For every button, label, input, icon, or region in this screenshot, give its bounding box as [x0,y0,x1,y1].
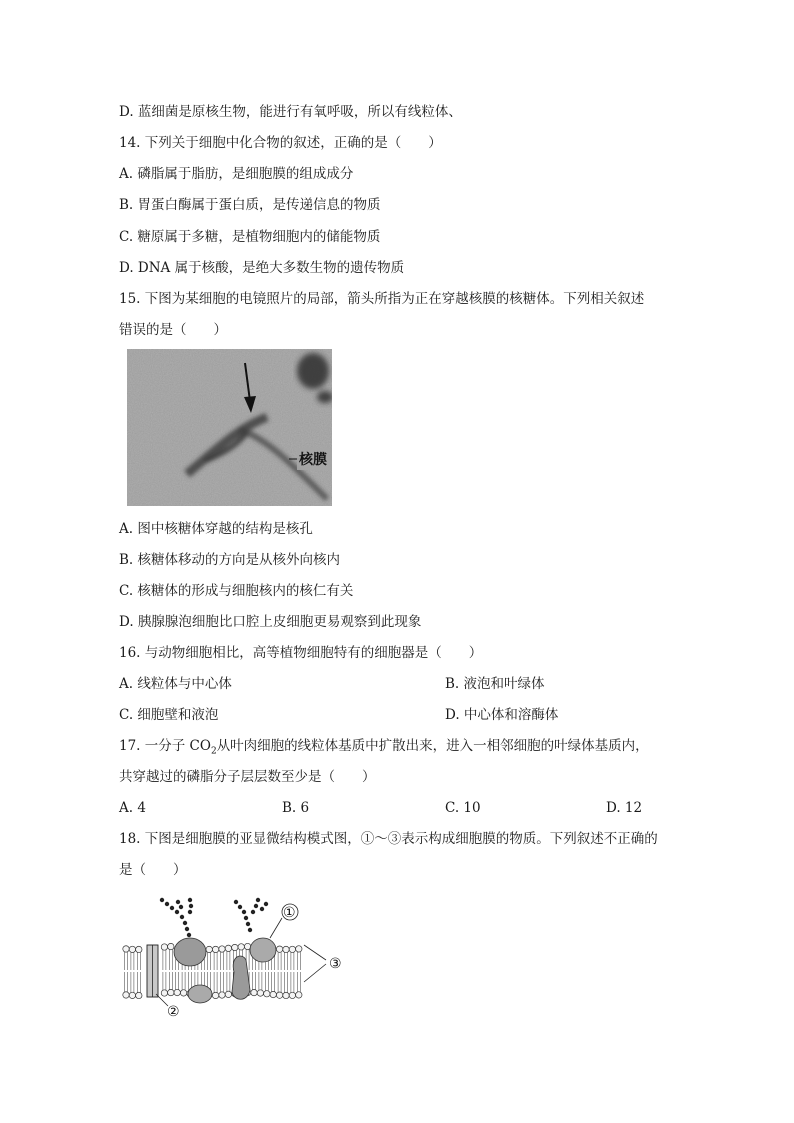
q17-option-d: D. 12 [606,800,643,816]
lipid-head [276,946,282,952]
membrane-protein [174,938,206,966]
lipid-head [232,944,238,950]
cell-membrane-diagram [118,890,358,1020]
lipid-head [136,992,142,998]
q16-option-d: D. 中心体和溶酶体 [445,707,559,723]
glycolipid-chain [234,898,268,932]
q17-option-c: C. 10 [445,800,481,816]
lipid-head [257,990,263,996]
q17-co2-subscript: 2 [210,746,217,757]
q14-option-c: C. 糖原属于多糖，是植物细胞内的储能物质 [119,229,381,245]
q15-option-d: D. 胰腺腺泡细胞比口腔上皮细胞更易观察到此现象 [119,614,422,630]
q17-stem-pre: 17. 一分子 CO [119,738,211,754]
lipid-head [161,990,167,996]
lipid-head [225,991,231,997]
lipid-head [180,990,186,996]
lipid-head [238,944,244,950]
lipid-head [283,946,289,952]
q14-option-a: A. 磷脂属于脂肪，是细胞膜的组成成分 [119,166,354,182]
lipid-head [289,946,295,952]
lipid-head [168,943,174,949]
q17-stem-line1 [119,736,649,762]
electron-micrograph-figure [127,349,332,506]
q16-option-b: B. 液泡和叶绿体 [445,676,545,692]
nuclear-membrane-label: 核膜 [299,452,327,468]
q18-stem-line2: 是（ ） [119,862,187,878]
lipid-head [161,944,167,950]
q18-stem-line1: 18. 下图是细胞膜的亚显微结构模式图，①～③表示构成细胞膜的物质。下列叙述不正确的 [119,831,658,847]
q15-option-c: C. 核糖体的形成与细胞核内的核仁有关 [119,583,354,599]
q16-option-a: A. 线粒体与中心体 [119,676,232,692]
lipid-head [212,946,218,952]
q17-option-a: A. 4 [119,800,146,816]
transmembrane-protein [232,956,250,999]
label-1: ① [283,905,296,921]
lipid-head [129,992,135,998]
q17-option-b: B. 6 [282,800,310,816]
lipid-head [123,946,129,952]
q14-option-d: D. DNA 属于核酸，是绝大多数生物的遗传物质 [119,260,405,276]
q17-stem-post: 从叶肉细胞的线粒体基质中扩散出来，进入一相邻细胞的叶绿体基质内， [216,738,649,754]
q14-stem: 14. 下列关于细胞中化合物的叙述，正确的是（ ） [119,135,442,151]
q15-stem-line1: 15. 下图为某细胞的电镜照片的局部，箭头所指为正在穿越核膜的核糖体。下列相关叙述 [119,291,645,307]
lipid-head [212,992,218,998]
lipid-head [168,989,174,995]
q16-option-c: C. 细胞壁和液泡 [119,707,219,723]
label-2: ② [167,1004,180,1020]
lipid-head [123,992,129,998]
lipid-head [296,946,302,952]
q17-stem-line2: 共穿越过的磷脂分子层层数至少是（ ） [119,769,376,785]
lipid-head [136,946,142,952]
lipid-head [289,992,295,998]
lipid-head [174,989,180,995]
membrane-protein [250,938,276,962]
lipid-head [270,991,276,997]
q15-stem-line2: 错误的是（ ） [119,322,227,338]
q15-option-b: B. 核糖体移动的方向是从核外向核内 [119,552,341,568]
q15-option-a: A. 图中核糖体穿越的结构是核孔 [119,521,313,537]
glycoprotein-chain [160,898,193,937]
q14-option-b: B. 胃蛋白酶属于蛋白质，是传递信息的物质 [119,197,381,213]
lipid-head [219,946,225,952]
lipid-head [225,945,231,951]
lipid-head [206,946,212,952]
lipid-head [251,989,257,995]
q16-stem: 16. 与动物细胞相比，高等植物细胞特有的细胞器是（ ） [119,645,483,661]
lipid-head [264,991,270,997]
lipid-head [129,946,135,952]
lipid-head [296,992,302,998]
q13-option-d: D. 蓝细菌是原核生物，能进行有氧呼吸，所以有线粒体、 [119,104,462,120]
lipid-head [276,992,282,998]
lipid-head [219,992,225,998]
label-3: ③ [329,956,342,972]
lipid-head [283,992,289,998]
membrane-protein [188,985,212,1003]
